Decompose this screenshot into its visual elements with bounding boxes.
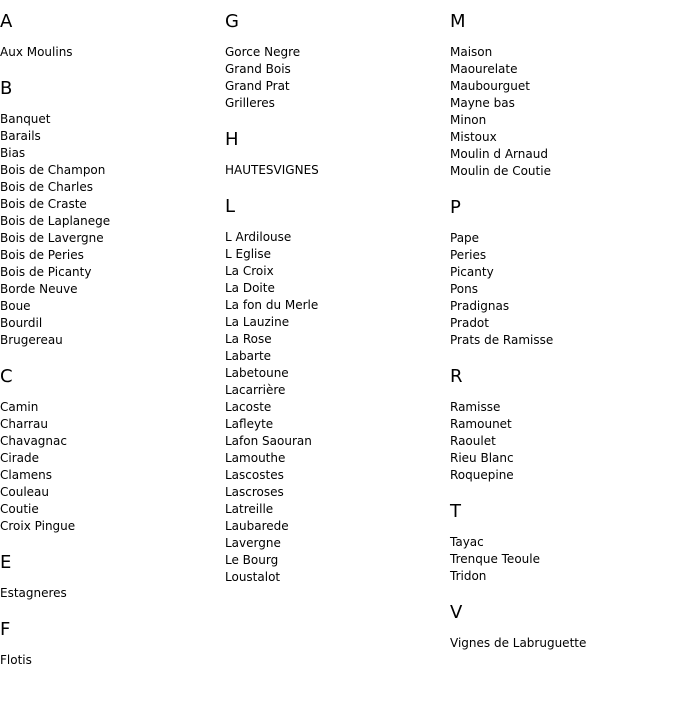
place-list xyxy=(0,652,215,669)
place-link[interactable]: Bois de Craste xyxy=(0,197,87,211)
place-link[interactable]: Pape xyxy=(450,231,480,245)
place-link[interactable]: Gorce Negre xyxy=(225,45,301,59)
place-link[interactable]: La Lauzine xyxy=(225,315,290,329)
place-link[interactable]: Laubarede xyxy=(225,519,289,533)
section-letter-heading: C xyxy=(0,366,13,387)
place-link[interactable]: Barails xyxy=(0,129,41,143)
section-letter-heading: V xyxy=(450,602,463,623)
place-link[interactable]: Raoulet xyxy=(450,434,496,448)
place-link[interactable]: La Croix xyxy=(225,264,274,278)
place-link[interactable]: Mayne bas xyxy=(450,96,515,110)
place-list xyxy=(225,44,440,112)
place-link[interactable]: Grand Prat xyxy=(225,79,290,93)
place-link[interactable]: Maison xyxy=(450,45,493,59)
letter-section xyxy=(0,365,215,535)
place-link[interactable]: La fon du Merle xyxy=(225,298,319,312)
place-link[interactable]: Aux Moulins xyxy=(0,45,73,59)
place-link[interactable]: Coutie xyxy=(0,502,39,516)
place-link[interactable]: Rieu Blanc xyxy=(450,451,514,465)
place-link[interactable]: Latreille xyxy=(225,502,274,516)
section-letter-heading: F xyxy=(0,619,11,640)
place-link[interactable]: Lafon Saouran xyxy=(225,434,312,448)
index-column xyxy=(0,10,215,685)
place-link[interactable]: Lafleyte xyxy=(225,417,274,431)
place-link[interactable]: L Ardilouse xyxy=(225,230,292,244)
place-link[interactable]: Bois de Champon xyxy=(0,163,106,177)
place-list xyxy=(0,44,215,61)
place-link[interactable]: Labarte xyxy=(225,349,272,363)
place-link[interactable]: Bois de Peries xyxy=(0,248,84,262)
letter-section xyxy=(0,10,215,61)
place-link[interactable]: HAUTESVIGNES xyxy=(225,163,319,177)
place-link[interactable]: Cirade xyxy=(0,451,39,465)
place-link[interactable]: Estagneres xyxy=(0,586,67,600)
place-link[interactable]: Moulin d Arnaud xyxy=(450,147,548,161)
letter-section xyxy=(0,77,215,349)
place-link[interactable]: Pradot xyxy=(450,316,489,330)
place-link[interactable]: Chavagnac xyxy=(0,434,67,448)
place-link[interactable]: La Doite xyxy=(225,281,275,295)
letter-section xyxy=(450,10,665,180)
section-letter-heading: P xyxy=(450,197,461,218)
section-letter-heading: H xyxy=(225,129,239,150)
place-list xyxy=(450,230,665,349)
place-link[interactable]: Trenque Teoule xyxy=(450,552,540,566)
place-link[interactable]: Clamens xyxy=(0,468,52,482)
place-list xyxy=(0,585,215,602)
place-list xyxy=(0,399,215,535)
place-link[interactable]: Bois de Picanty xyxy=(0,265,92,279)
place-link[interactable]: Bois de Charles xyxy=(0,180,94,194)
place-link[interactable]: Camin xyxy=(0,400,39,414)
section-letter-heading: B xyxy=(0,78,13,99)
place-link[interactable]: Lavergne xyxy=(225,536,281,550)
letter-section xyxy=(225,195,440,586)
letter-section xyxy=(0,551,215,602)
place-list xyxy=(450,635,665,652)
section-letter-heading: A xyxy=(0,11,13,32)
section-letter-heading: M xyxy=(450,11,466,32)
place-list xyxy=(225,162,440,179)
place-link[interactable]: Tayac xyxy=(450,535,484,549)
section-letter-heading: T xyxy=(450,501,461,522)
place-link[interactable]: Borde Neuve xyxy=(0,282,78,296)
section-letter-heading: E xyxy=(0,552,12,573)
place-link[interactable]: Flotis xyxy=(0,653,32,667)
letter-section xyxy=(225,128,440,179)
place-link[interactable]: Labetoune xyxy=(225,366,289,380)
letter-section xyxy=(450,601,665,652)
place-link[interactable]: Bois de Laplanege xyxy=(0,214,111,228)
letter-section xyxy=(450,500,665,585)
place-list xyxy=(450,399,665,484)
place-link[interactable]: Lacarrière xyxy=(225,383,286,397)
place-link[interactable]: Maourelate xyxy=(450,62,518,76)
place-link[interactable]: Lacoste xyxy=(225,400,272,414)
letter-section xyxy=(450,365,665,484)
place-link[interactable]: Pons xyxy=(450,282,479,296)
place-list xyxy=(450,534,665,585)
place-link[interactable]: Mistoux xyxy=(450,130,497,144)
place-link[interactable]: Vignes de Labruguette xyxy=(450,636,587,650)
place-link[interactable]: Maubourguet xyxy=(450,79,530,93)
place-link[interactable]: Ramisse xyxy=(450,400,501,414)
place-link[interactable]: Charrau xyxy=(0,417,48,431)
place-link[interactable]: Boue xyxy=(0,299,31,313)
place-list xyxy=(225,229,440,586)
section-letter-heading: G xyxy=(225,11,239,32)
place-list xyxy=(0,111,215,349)
place-link[interactable]: La Rose xyxy=(225,332,272,346)
place-link[interactable]: Prats de Ramisse xyxy=(450,333,554,347)
place-link[interactable]: Bourdil xyxy=(0,316,43,330)
place-link[interactable]: L Eglise xyxy=(225,247,272,261)
section-letter-heading: L xyxy=(225,196,236,217)
index-column xyxy=(450,10,665,668)
place-link[interactable]: Grilleres xyxy=(225,96,275,110)
place-link[interactable]: Moulin de Coutie xyxy=(450,164,551,178)
index-column xyxy=(225,10,440,602)
place-link[interactable]: Pradignas xyxy=(450,299,510,313)
letter-section xyxy=(0,618,215,669)
place-link[interactable]: Lascroses xyxy=(225,485,284,499)
place-link[interactable]: Grand Bois xyxy=(225,62,291,76)
letter-section xyxy=(450,196,665,349)
place-link[interactable]: Lamouthe xyxy=(225,451,286,465)
place-link[interactable]: Loustalot xyxy=(225,570,281,584)
place-link[interactable]: Brugereau xyxy=(0,333,63,347)
place-link[interactable]: Picanty xyxy=(450,265,494,279)
place-link[interactable]: Bois de Lavergne xyxy=(0,231,104,245)
place-link[interactable]: Ramounet xyxy=(450,417,512,431)
place-link[interactable]: Roquepine xyxy=(450,468,514,482)
place-link[interactable]: Croix Pingue xyxy=(0,519,76,533)
section-letter-heading: R xyxy=(450,366,463,387)
place-link[interactable]: Peries xyxy=(450,248,487,262)
place-link[interactable]: Banquet xyxy=(0,112,51,126)
letter-section xyxy=(225,10,440,112)
place-link[interactable]: Minon xyxy=(450,113,487,127)
place-link[interactable]: Le Bourg xyxy=(225,553,279,567)
place-link[interactable]: Tridon xyxy=(450,569,487,583)
place-link[interactable]: Bias xyxy=(0,146,26,160)
place-list xyxy=(450,44,665,180)
place-link[interactable]: Lascostes xyxy=(225,468,284,482)
place-link[interactable]: Couleau xyxy=(0,485,50,499)
